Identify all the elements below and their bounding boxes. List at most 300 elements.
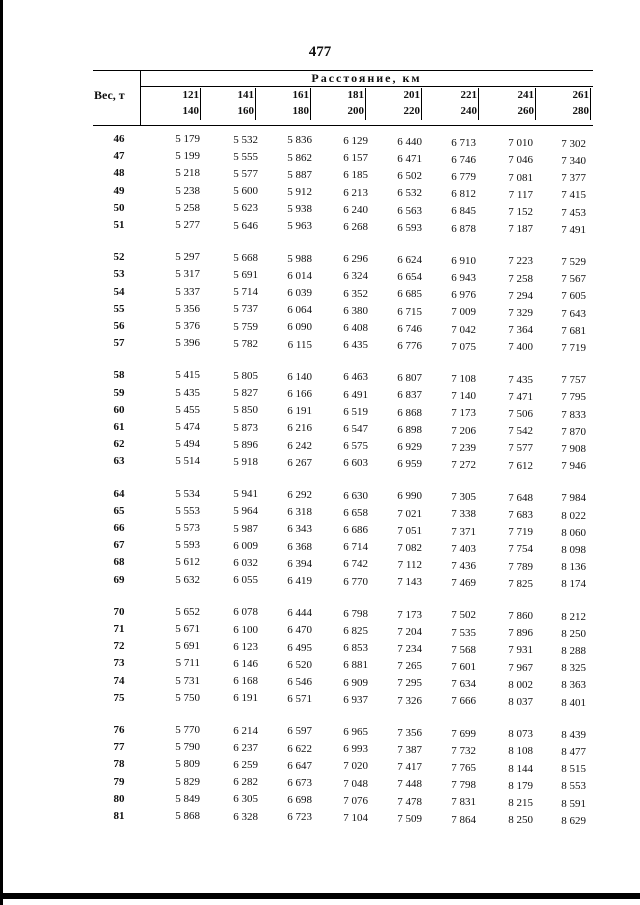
value-cell: 7 732 (451, 744, 476, 757)
weight-cell: 77 (113, 741, 125, 754)
value-cell: 6 191 (233, 692, 258, 705)
value-cell: 7 075 (451, 340, 476, 353)
weight-cell: 69 (113, 573, 125, 586)
value-cell: 6 647 (287, 759, 312, 772)
table-row (0, 337, 640, 355)
table-row (0, 810, 640, 827)
value-cell: 7 453 (561, 206, 586, 219)
value-cell: 5 750 (175, 691, 200, 704)
value-cell: 5 849 (175, 792, 200, 805)
value-cell: 7 908 (561, 443, 586, 456)
value-cell: 6 943 (451, 271, 476, 284)
weight-column-header: Вес, т (94, 88, 125, 102)
value-cell: 7 612 (508, 459, 533, 472)
value-cell: 6 491 (343, 388, 368, 401)
table-row (0, 758, 640, 776)
table-row (0, 438, 640, 456)
value-cell: 5 277 (175, 219, 200, 231)
value-cell: 6 242 (287, 439, 312, 452)
value-cell: 5 317 (175, 268, 200, 281)
value-cell: 7 601 (451, 660, 476, 673)
value-cell: 5 941 (233, 488, 258, 501)
weight-cell: 76 (113, 724, 125, 736)
value-cell: 7 946 (561, 460, 586, 473)
value-cell: 7 294 (508, 289, 533, 302)
value-cell: 7 272 (451, 458, 476, 471)
value-cell: 6 654 (397, 271, 422, 284)
value-cell: 7 187 (508, 223, 533, 236)
value-cell: 6 881 (343, 659, 368, 672)
table-row (0, 539, 640, 557)
value-cell: 5 494 (175, 438, 200, 451)
value-cell: 5 646 (233, 219, 258, 232)
value-cell: 7 648 (508, 491, 533, 504)
value-cell: 6 237 (233, 741, 258, 754)
weight-cell: 62 (113, 438, 125, 451)
value-cell: 5 782 (233, 337, 258, 350)
value-cell: 6 146 (233, 658, 258, 671)
value-cell: 7 491 (561, 223, 586, 236)
weight-cell: 50 (113, 201, 125, 214)
weight-cell: 59 (113, 386, 125, 399)
range-to: 160 (237, 105, 254, 117)
value-cell: 7 605 (561, 290, 586, 303)
value-cell: 6 009 (233, 539, 258, 552)
value-cell: 6 673 (287, 776, 312, 789)
value-cell: 5 238 (175, 184, 200, 197)
value-cell: 6 123 (233, 640, 258, 653)
weight-cell: 78 (113, 758, 125, 771)
value-cell: 5 887 (287, 168, 312, 181)
value-cell: 5 862 (287, 151, 312, 164)
weight-cell: 60 (113, 403, 125, 416)
value-cell: 6 185 (343, 169, 368, 182)
value-cell: 5 809 (175, 758, 200, 771)
value-cell: 6 593 (397, 221, 422, 234)
range-from: 261 (572, 89, 589, 101)
value-cell: 6 937 (343, 693, 368, 706)
value-cell: 5 827 (233, 387, 258, 400)
weight-cell: 72 (113, 640, 125, 653)
value-cell: 6 698 (287, 794, 312, 807)
value-cell: 5 534 (175, 487, 200, 500)
range-from: 121 (182, 89, 199, 101)
value-cell: 7 223 (508, 255, 533, 268)
table-row (0, 421, 640, 438)
value-cell: 8 515 (561, 763, 586, 776)
range-to: 200 (347, 105, 364, 117)
value-cell: 7 719 (508, 526, 533, 539)
value-cell: 8 144 (508, 762, 533, 775)
value-cell: 7 436 (451, 559, 476, 572)
range-to: 260 (517, 105, 534, 117)
value-cell: 6 713 (451, 136, 476, 149)
value-cell: 5 573 (175, 522, 200, 534)
value-cell: 6 825 (343, 625, 368, 638)
weight-cell: 81 (113, 810, 125, 822)
value-cell: 7 042 (451, 323, 476, 336)
value-cell: 6 624 (397, 253, 422, 266)
value-cell: 7 204 (397, 625, 422, 638)
value-cell: 7 478 (397, 795, 422, 808)
value-cell: 5 553 (175, 504, 200, 517)
value-cell: 7 108 (451, 372, 476, 385)
value-cell: 6 268 (343, 221, 368, 234)
value-cell: 5 691 (175, 640, 200, 653)
table-row (0, 792, 640, 810)
value-cell: 6 746 (451, 153, 476, 166)
value-cell: 6 597 (287, 725, 312, 738)
value-cell: 5 258 (175, 201, 200, 214)
value-cell: 7 757 (561, 374, 586, 387)
value-cell: 6 776 (397, 339, 422, 352)
value-cell: 6 714 (343, 541, 368, 554)
value-cell: 8 136 (561, 561, 586, 574)
table-row (0, 386, 640, 404)
value-cell: 7 239 (451, 441, 476, 454)
value-cell: 8 022 (561, 509, 586, 522)
value-cell: 7 833 (561, 408, 586, 421)
distance-header: Расстояние, км (311, 71, 422, 85)
value-cell: 8 060 (561, 526, 586, 539)
value-cell: 7 984 (561, 492, 586, 505)
range-from: 241 (517, 89, 534, 101)
range-to: 240 (460, 105, 477, 117)
value-cell: 7 329 (508, 306, 533, 319)
value-cell: 6 324 (343, 270, 368, 283)
table-row (0, 403, 640, 421)
value-cell: 5 199 (175, 150, 200, 163)
table-row (0, 184, 640, 202)
value-cell: 5 415 (175, 369, 200, 382)
value-cell: 6 779 (451, 170, 476, 183)
value-cell: 7 010 (508, 137, 533, 150)
value-cell: 5 218 (175, 167, 200, 180)
value-cell: 7 326 (397, 694, 422, 707)
value-cell: 6 078 (233, 606, 258, 619)
value-cell: 7 529 (561, 256, 586, 269)
table-row (0, 167, 640, 185)
value-cell: 7 831 (451, 796, 476, 809)
value-cell: 5 868 (175, 810, 200, 822)
table-row (0, 268, 640, 286)
value-cell: 7 258 (508, 272, 533, 285)
value-cell: 8 098 (561, 544, 586, 557)
value-cell: 7 417 (397, 761, 422, 774)
value-cell: 6 440 (397, 135, 422, 148)
value-cell: 7 471 (508, 390, 533, 403)
page-number: 477 (308, 44, 332, 60)
value-cell: 5 514 (175, 455, 200, 468)
value-cell: 5 356 (175, 302, 200, 315)
value-cell: 6 868 (397, 406, 422, 419)
value-cell: 5 396 (175, 337, 200, 350)
value-cell: 7 448 (397, 778, 422, 791)
table-row (0, 724, 640, 741)
value-cell: 5 836 (287, 134, 312, 147)
value-cell: 5 474 (175, 421, 200, 433)
value-cell: 5 714 (233, 286, 258, 299)
value-cell: 7 021 (397, 507, 422, 520)
table-row (0, 285, 640, 303)
value-cell: 7 104 (343, 812, 368, 825)
value-cell: 7 535 (451, 626, 476, 639)
value-cell: 6 140 (287, 370, 312, 383)
value-cell: 5 938 (287, 203, 312, 216)
weight-cell: 57 (113, 337, 125, 350)
weight-cell: 53 (113, 268, 125, 281)
weight-cell: 47 (113, 150, 125, 163)
value-cell: 7 577 (508, 442, 533, 455)
table-row (0, 775, 640, 793)
table-row (0, 657, 640, 675)
value-cell: 6 622 (287, 742, 312, 755)
value-cell: 6 546 (287, 675, 312, 688)
table-row (0, 133, 640, 150)
value-cell: 5 593 (175, 539, 200, 552)
value-cell: 5 652 (175, 605, 200, 618)
value-cell: 7 789 (508, 560, 533, 573)
weight-cell: 65 (113, 504, 125, 517)
value-cell: 6 563 (397, 204, 422, 217)
value-cell: 7 469 (451, 577, 476, 590)
table-row (0, 369, 640, 387)
value-cell: 5 918 (233, 456, 258, 469)
value-cell: 8 250 (508, 814, 533, 827)
value-cell: 7 356 (397, 726, 422, 739)
weight-cell: 55 (113, 302, 125, 315)
weight-cell: 68 (113, 556, 125, 569)
table-row (0, 522, 640, 539)
value-cell: 6 571 (287, 693, 312, 706)
value-cell: 7 798 (451, 779, 476, 792)
value-cell: 5 873 (233, 421, 258, 434)
weight-cell: 51 (113, 219, 125, 231)
range-to: 140 (182, 105, 199, 117)
value-cell: 5 455 (175, 403, 200, 416)
value-cell: 7 864 (451, 813, 476, 826)
value-cell: 6 990 (397, 490, 422, 503)
value-cell: 5 612 (175, 556, 200, 569)
value-cell: 6 444 (287, 607, 312, 620)
value-cell: 7 364 (508, 324, 533, 337)
weight-cell: 61 (113, 421, 125, 433)
value-cell: 5 577 (233, 168, 258, 181)
table-row (0, 573, 640, 591)
value-cell: 7 765 (451, 761, 476, 774)
value-cell: 6 495 (287, 641, 312, 654)
value-cell: 7 502 (451, 609, 476, 622)
value-cell: 5 337 (175, 285, 200, 298)
value-cell: 6 328 (233, 810, 258, 823)
weight-cell: 66 (113, 522, 125, 534)
value-cell: 8 401 (561, 696, 586, 709)
table-row (0, 320, 640, 337)
value-cell: 6 502 (397, 170, 422, 183)
range-from: 181 (347, 89, 364, 101)
range-to: 280 (572, 105, 589, 117)
weight-cell: 46 (113, 133, 125, 145)
value-cell: 6 471 (397, 152, 422, 165)
value-cell: 7 435 (508, 373, 533, 386)
value-cell: 6 191 (287, 405, 312, 418)
range-from: 161 (292, 89, 309, 101)
value-cell: 6 039 (287, 286, 312, 299)
value-cell: 5 759 (233, 320, 258, 333)
value-cell: 6 032 (233, 557, 258, 570)
value-cell: 6 837 (397, 389, 422, 402)
value-cell: 5 671 (175, 623, 200, 635)
value-cell: 8 174 (561, 578, 586, 591)
value-cell: 7 117 (508, 188, 533, 201)
value-cell: 7 173 (451, 407, 476, 420)
value-cell: 7 081 (508, 171, 533, 184)
value-cell: 8 250 (561, 627, 586, 640)
table-row (0, 251, 640, 269)
value-cell: 6 064 (287, 304, 312, 317)
value-cell: 8 073 (508, 728, 533, 741)
value-cell: 6 630 (343, 489, 368, 502)
value-cell: 6 129 (343, 135, 368, 148)
value-cell: 7 825 (508, 577, 533, 590)
value-cell: 6 213 (343, 186, 368, 199)
value-cell: 6 343 (287, 523, 312, 536)
value-cell: 8 288 (561, 645, 586, 658)
weight-cell: 79 (113, 775, 125, 788)
value-cell: 6 100 (233, 623, 258, 636)
table-row (0, 201, 640, 219)
value-cell: 6 798 (343, 607, 368, 620)
value-cell: 6 292 (287, 488, 312, 501)
value-cell: 5 912 (287, 185, 312, 198)
value-cell: 7 051 (397, 524, 422, 537)
value-cell: 8 553 (561, 780, 586, 793)
value-cell: 7 387 (397, 743, 422, 756)
value-cell: 7 931 (508, 644, 533, 657)
table-row (0, 556, 640, 574)
value-cell: 7 567 (561, 273, 586, 286)
value-cell: 5 297 (175, 251, 200, 264)
value-cell: 6 845 (451, 205, 476, 218)
value-cell: 7 206 (451, 424, 476, 437)
value-cell: 8 179 (508, 779, 533, 792)
value-cell: 7 542 (508, 425, 533, 438)
value-cell: 5 987 (233, 522, 258, 535)
value-cell: 5 964 (233, 505, 258, 518)
weight-cell: 52 (113, 251, 125, 264)
value-cell: 8 212 (561, 610, 586, 623)
value-cell: 7 699 (451, 727, 476, 740)
value-cell: 6 318 (287, 506, 312, 519)
value-cell: 5 555 (233, 150, 258, 163)
value-cell: 6 470 (287, 624, 312, 637)
value-cell: 7 377 (561, 172, 586, 185)
value-cell: 6 723 (287, 811, 312, 824)
value-cell: 7 568 (451, 643, 476, 656)
range-from: 201 (403, 89, 420, 101)
weight-cell: 73 (113, 657, 125, 670)
value-cell: 5 668 (233, 251, 258, 264)
value-cell: 5 770 (175, 724, 200, 736)
value-cell: 6 214 (233, 724, 258, 737)
value-cell: 5 179 (175, 133, 200, 145)
value-cell: 6 168 (233, 675, 258, 688)
value-cell: 6 419 (287, 574, 312, 587)
table-row (0, 302, 640, 320)
value-cell: 7 302 (561, 137, 586, 150)
value-cell: 6 216 (287, 422, 312, 435)
value-cell: 6 770 (343, 575, 368, 588)
range-to: 220 (403, 105, 420, 117)
value-cell: 6 435 (343, 339, 368, 352)
range-from: 221 (460, 89, 477, 101)
value-cell: 7 795 (561, 391, 586, 404)
table-row (0, 741, 640, 759)
value-cell: 7 400 (508, 341, 533, 354)
weight-cell: 58 (113, 369, 125, 382)
weight-cell: 49 (113, 184, 125, 197)
value-cell: 6 603 (343, 457, 368, 470)
value-cell: 5 850 (233, 404, 258, 417)
value-cell: 7 634 (451, 678, 476, 691)
value-cell: 6 055 (233, 574, 258, 587)
value-cell: 6 685 (397, 288, 422, 301)
value-cell: 7 338 (451, 508, 476, 521)
weight-cell: 64 (113, 487, 125, 500)
value-cell: 5 963 (287, 220, 312, 233)
value-cell: 6 909 (343, 676, 368, 689)
table-row (0, 691, 640, 709)
value-cell: 6 352 (343, 287, 368, 300)
weight-cell: 67 (113, 539, 125, 552)
table-row (0, 674, 640, 692)
table-row (0, 640, 640, 658)
value-cell: 8 363 (561, 679, 586, 692)
value-cell: 6 929 (397, 440, 422, 453)
value-cell: 5 532 (233, 133, 258, 146)
weight-cell: 56 (113, 320, 125, 332)
value-cell: 6 807 (397, 372, 422, 385)
weight-cell: 70 (113, 605, 125, 618)
value-cell: 7 509 (397, 812, 422, 825)
value-cell: 6 898 (397, 423, 422, 436)
value-cell: 6 746 (397, 322, 422, 335)
value-cell: 6 520 (287, 658, 312, 671)
value-cell: 7 870 (561, 425, 586, 438)
value-cell: 7 506 (508, 407, 533, 420)
weight-cell: 75 (113, 691, 125, 704)
value-cell: 5 829 (175, 775, 200, 788)
value-cell: 7 683 (508, 508, 533, 521)
value-cell: 5 805 (233, 370, 258, 383)
value-cell: 7 009 (451, 306, 476, 319)
value-cell: 5 600 (233, 185, 258, 198)
value-cell: 8 439 (561, 728, 586, 741)
value-cell: 5 376 (175, 320, 200, 332)
weight-cell: 74 (113, 674, 125, 687)
value-cell: 7 666 (451, 695, 476, 708)
range-from: 141 (237, 89, 254, 101)
value-cell: 6 547 (343, 423, 368, 436)
value-cell: 7 896 (508, 627, 533, 640)
value-cell: 5 632 (175, 573, 200, 586)
value-cell: 7 681 (561, 324, 586, 337)
value-cell: 7 173 (397, 608, 422, 621)
value-cell: 7 046 (508, 154, 533, 167)
value-cell: 5 731 (175, 674, 200, 687)
weight-cell: 71 (113, 623, 125, 635)
value-cell: 6 575 (343, 440, 368, 453)
